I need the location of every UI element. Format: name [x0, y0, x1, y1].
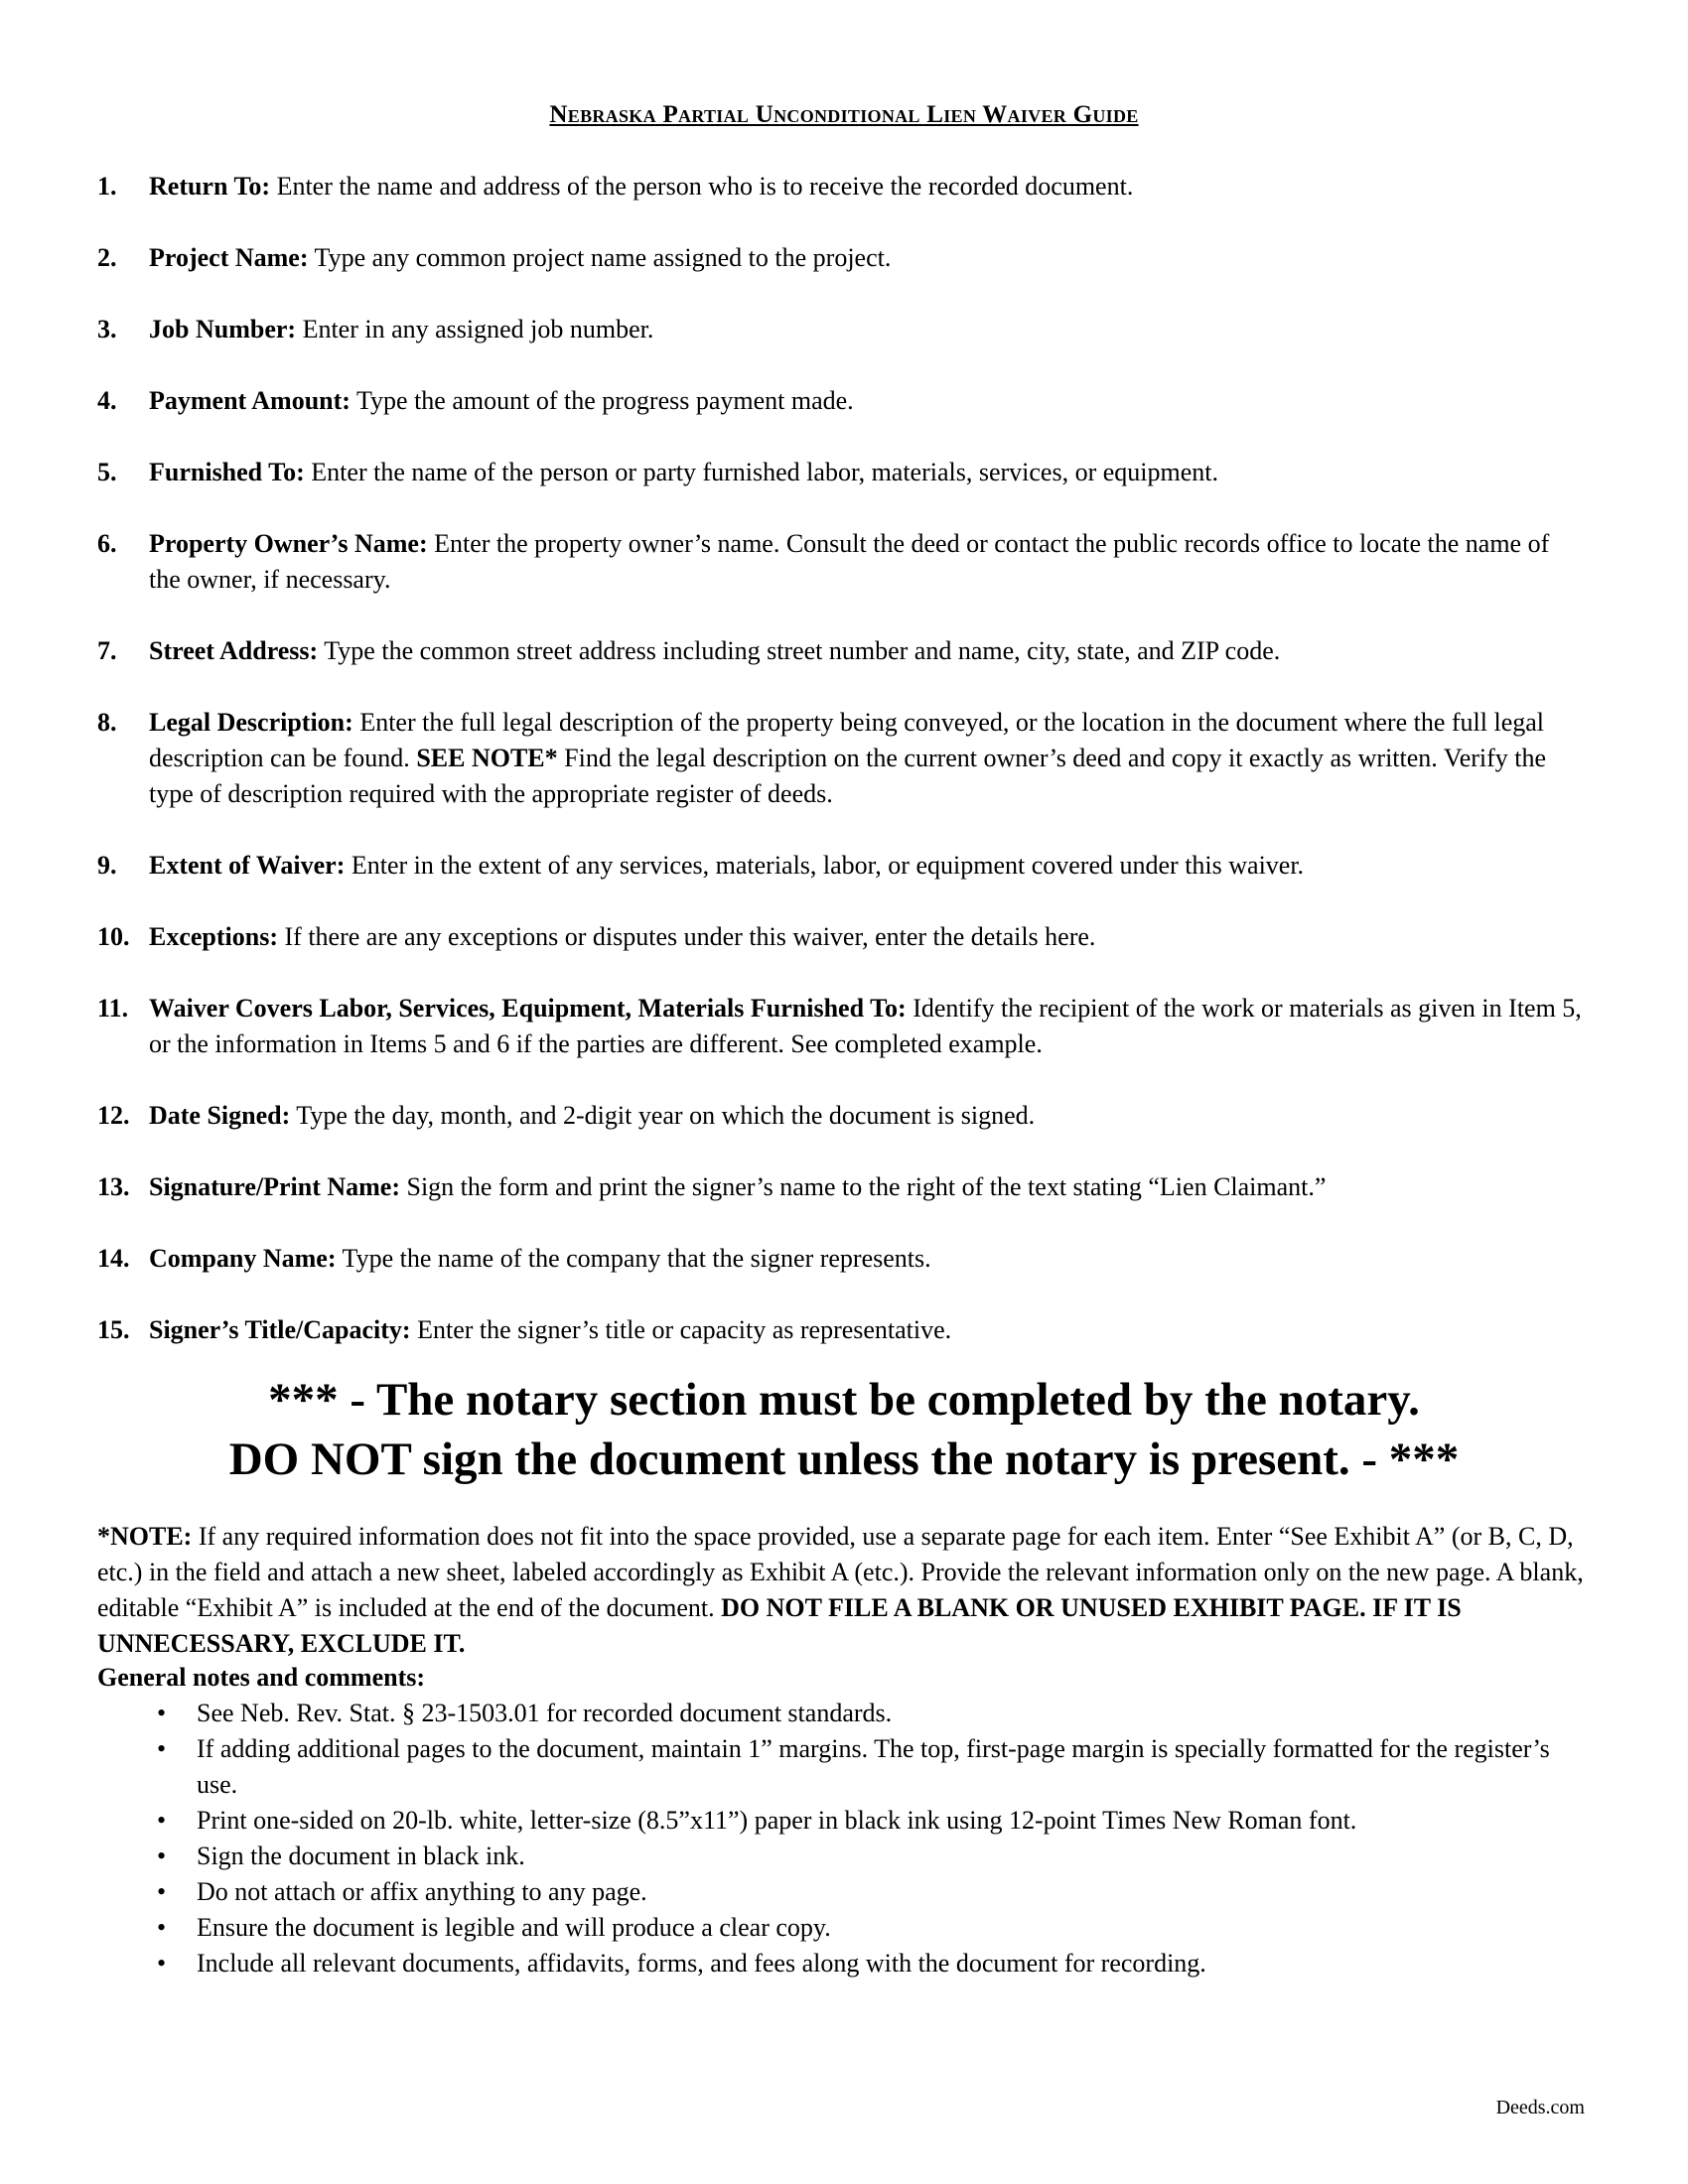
general-notes-heading: General notes and comments: [97, 1663, 426, 1692]
notary-warning [0, 1370, 1688, 1489]
instruction-item [97, 169, 1587, 205]
item-text: Enter the property owner’s name. Consult the deed or contact the public records office to locate the name of the owner, if necessary. [149, 529, 1550, 594]
general-notes-list [97, 1696, 1587, 1981]
footer-source: Deeds.com [1495, 2097, 1585, 2118]
item-label: Job Number: [149, 315, 297, 343]
bullet-icon: • [157, 1842, 167, 1870]
list-item-text: Print one-sided on 20-lb. white, letter-size (8.5”x11”) paper in black ink using 12-point Times New Roman font. [197, 1806, 1357, 1835]
item-number: 11. [97, 994, 129, 1023]
bullet-icon: • [157, 1949, 167, 1978]
item-text: Sign the form and print the signer’s name to the right of the text stating “Lien Claimant.” [400, 1172, 1327, 1201]
item-number: 13. [97, 1172, 130, 1201]
item-text: Type the name of the company that the signer represents. [336, 1244, 931, 1273]
item-number: 3. [97, 315, 117, 343]
instruction-list [97, 169, 1587, 1384]
item-number: 10. [97, 922, 130, 951]
page-title: Nebraska Partial Unconditional Lien Waiver Guide [549, 101, 1139, 128]
item-text: If there are any exceptions or disputes under this waiver, enter the details here. [278, 922, 1096, 951]
instruction-item [97, 705, 1587, 812]
item-text: Type the amount of the progress payment made. [350, 386, 854, 415]
item-label: Payment Amount: [149, 386, 351, 415]
instruction-item [97, 240, 1587, 276]
item-label: Extent of Waiver: [149, 851, 346, 880]
item-number: 7. [97, 636, 117, 665]
instruction-item [97, 991, 1587, 1062]
item-number: 4. [97, 386, 117, 415]
note-warning: DO NOT FILE A BLANK OR UNUSED EXHIBIT PAGE. IF IT IS UNNECESSARY, EXCLUDE IT. [97, 1593, 1462, 1658]
list-item [97, 1839, 1587, 1874]
item-label: Return To: [149, 172, 271, 201]
exhibit-note [97, 1519, 1587, 1662]
item-text: Enter in the extent of any services, materials, labor, or equipment covered under this waiver. [345, 851, 1305, 880]
list-item-text: Include all relevant documents, affidavits, forms, and fees along with the document for recording. [197, 1949, 1206, 1978]
list-item-text: See Neb. Rev. Stat. § 23-1503.01 for recorded document standards. [197, 1699, 893, 1727]
bullet-icon: • [157, 1877, 167, 1906]
bullet-icon: • [157, 1806, 167, 1835]
list-item [97, 1946, 1587, 1981]
notary-warning-line-1: *** - The notary section must be completed by the notary. [268, 1374, 1420, 1426]
list-item-text: Ensure the document is legible and will produce a clear copy. [197, 1913, 831, 1942]
item-number: 5. [97, 458, 117, 486]
item-label: Signer’s Title/Capacity: [149, 1315, 411, 1344]
bullet-icon: • [157, 1913, 167, 1942]
item-number: 14. [97, 1244, 130, 1273]
notary-warning-line-2: DO NOT sign the document unless the notary is present. - *** [228, 1433, 1460, 1485]
note-label: *NOTE: [97, 1522, 193, 1551]
list-item [97, 1910, 1587, 1946]
item-number: 15. [97, 1315, 130, 1344]
list-item-text: If adding additional pages to the document, maintain 1” margins. The top, first-page margin is specially formatted for the register’s use. [197, 1734, 1550, 1799]
instruction-item [97, 1312, 1587, 1348]
instruction-item [97, 1169, 1587, 1205]
item-text-continued: Find the legal description on the current owner’s deed and copy it exactly as written. Verify the type of description required with the appropriate register of deeds. [149, 744, 1547, 808]
item-label: Street Address: [149, 636, 319, 665]
item-text: Enter the name and address of the person who is to receive the recorded document. [270, 172, 1134, 201]
item-number: 12. [97, 1101, 130, 1130]
item-label: Furnished To: [149, 458, 305, 486]
item-text: Enter the full legal description of the property being conveyed, or the location in the document where the full legal description can be found. [149, 708, 1545, 772]
list-item-text: Do not attach or affix anything to any page. [197, 1877, 647, 1906]
instruction-item [97, 383, 1587, 419]
item-label: Exceptions: [149, 922, 278, 951]
item-number: 1. [97, 172, 117, 201]
instruction-item [97, 633, 1587, 669]
see-note-label: SEE NOTE* [416, 744, 558, 772]
item-text: Type the common street address including street number and name, city, state, and ZIP code. [318, 636, 1281, 665]
list-item-text: Sign the document in black ink. [197, 1842, 525, 1870]
instruction-item [97, 455, 1587, 490]
instruction-item [97, 1241, 1587, 1277]
item-label: Date Signed: [149, 1101, 291, 1130]
item-label: Company Name: [149, 1244, 337, 1273]
item-text: Enter the signer’s title or capacity as representative. [410, 1315, 952, 1344]
list-item [97, 1731, 1587, 1803]
item-label: Legal Description: [149, 708, 353, 737]
list-item [97, 1696, 1587, 1731]
instruction-item [97, 1098, 1587, 1134]
list-item [97, 1874, 1587, 1910]
item-label: Project Name: [149, 243, 309, 272]
item-text: Enter in any assigned job number. [296, 315, 654, 343]
bullet-icon: • [157, 1699, 167, 1727]
item-text: Type the day, month, and 2-digit year on which the document is signed. [290, 1101, 1036, 1130]
item-number: 2. [97, 243, 117, 272]
general-notes [97, 1660, 1587, 1981]
instruction-item [97, 526, 1587, 598]
item-number: 8. [97, 708, 117, 737]
instruction-item [97, 312, 1587, 347]
item-text: Enter the name of the person or party furnished labor, materials, services, or equipment. [304, 458, 1219, 486]
item-label: Property Owner’s Name: [149, 529, 428, 558]
item-label: Signature/Print Name: [149, 1172, 400, 1201]
item-label: Waiver Covers Labor, Services, Equipment, Materials Furnished To: [149, 994, 907, 1023]
instruction-item [97, 848, 1587, 884]
item-number: 9. [97, 851, 117, 880]
bullet-icon: • [157, 1734, 167, 1763]
item-text: Type any common project name assigned to the project. [308, 243, 892, 272]
item-text: Identify the recipient of the work or materials as given in Item 5, or the information in Items 5 and 6 if the parties are different. See completed example. [149, 994, 1582, 1058]
note-text: If any required information does not fit into the space provided, use a separate page for each item. Enter “See Exhibit A” (or B, C, D, etc.) in the field and attach a new sheet, labeled accordingly as Exhibit A (etc.). Provide the relevant information only on the new page. A blank, editable “Exhibit A” is included at the end of the document. [97, 1522, 1584, 1622]
item-number: 6. [97, 529, 117, 558]
list-item [97, 1803, 1587, 1839]
instruction-item [97, 919, 1587, 955]
